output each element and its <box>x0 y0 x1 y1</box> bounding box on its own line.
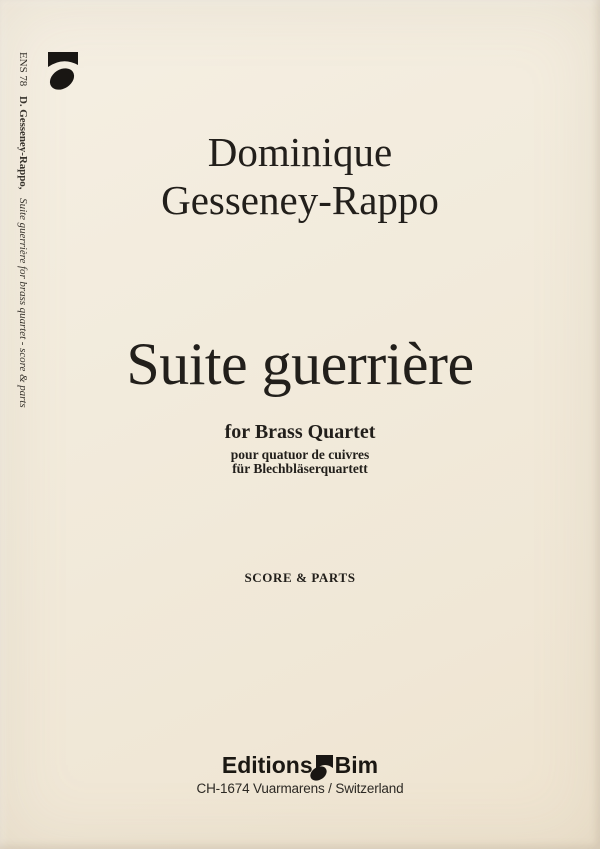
edition-label: SCORE & PARTS <box>244 570 356 585</box>
subtitle-french: pour quatuor de cuivres <box>230 447 370 462</box>
composer-line2: Gesseney-Rappo <box>161 177 439 223</box>
spine-work-description: Suite guerrière for brass quartet - score & parts <box>17 198 29 408</box>
subtitle-german: für Blechbläserquartett <box>232 461 368 476</box>
work-title: Suite guerrière <box>126 331 474 397</box>
composer-line1: Dominique <box>207 129 393 175</box>
composer-name <box>0 128 600 224</box>
publisher-name-editions: Editions <box>221 752 313 778</box>
publisher-name-bim: Bim <box>334 752 379 778</box>
publisher-address: CH-1674 Vuarmarens / Switzerland <box>196 781 404 796</box>
spine-catalog-number: ENS 78 <box>17 52 29 87</box>
subtitle-english: for Brass Quartet <box>224 421 376 443</box>
bim-logo-icon <box>47 50 79 91</box>
publisher-wordmark <box>0 752 600 781</box>
spine-composer: D. Gesseney-Rappo, <box>17 95 29 190</box>
bim-logo-icon <box>309 754 334 781</box>
